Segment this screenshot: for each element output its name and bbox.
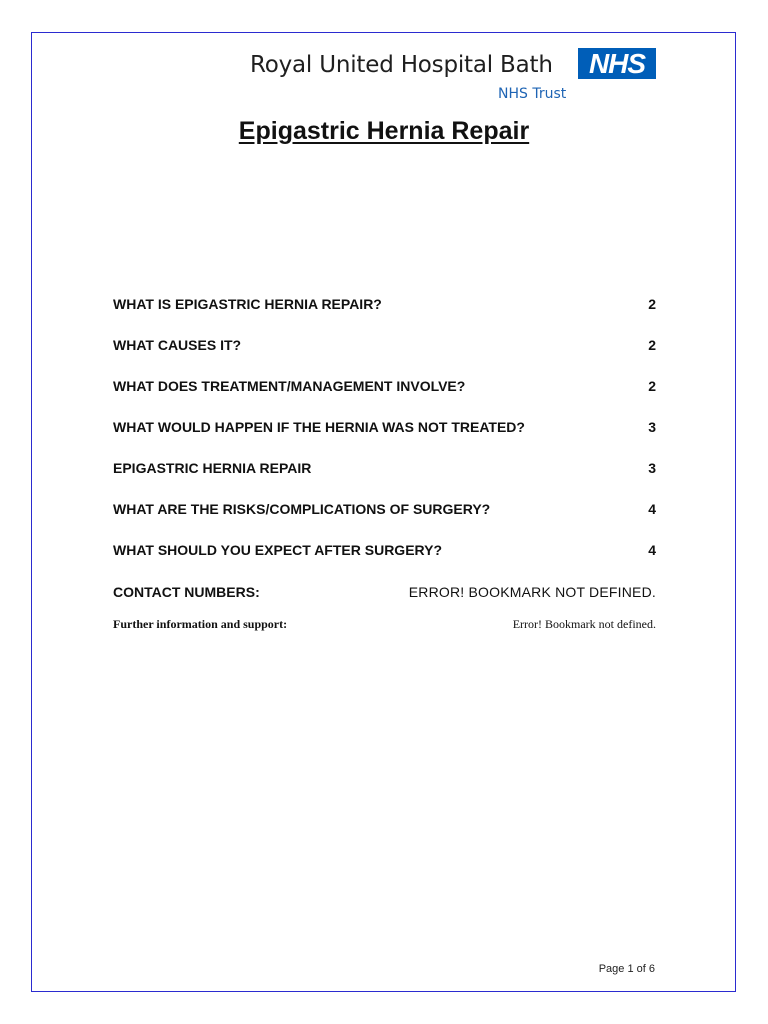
organization-name: Royal United Hospital Bath [250,52,553,78]
toc-entry[interactable] [113,419,656,435]
toc-entry-page: 2 [648,296,656,312]
toc-entry-label: WHAT WOULD HAPPEN IF THE HERNIA WAS NOT TREATED? [113,419,525,435]
toc-entry-label: WHAT IS EPIGASTRIC HERNIA REPAIR? [113,296,382,312]
toc-entry-page: 4 [648,542,656,558]
toc-entry[interactable] [113,542,656,558]
toc-entry[interactable] [113,460,656,476]
toc-entry[interactable] [113,337,656,353]
toc-entry-page: 2 [648,337,656,353]
toc-entry[interactable] [113,378,656,394]
nhs-logo [578,48,656,79]
toc-entry-label: WHAT ARE THE RISKS/COMPLICATIONS OF SURGERY? [113,501,491,517]
toc-entry-page: 4 [648,501,656,517]
toc-entry[interactable] [113,501,656,517]
toc-entry-page: 3 [648,460,656,476]
toc-entry-error-text: ERROR! BOOKMARK NOT DEFINED. [408,584,656,600]
toc-entry-error-text: Error! Bookmark not defined. [512,617,656,631]
toc-entry[interactable] [113,296,656,312]
toc-entry-page: 3 [648,419,656,435]
toc-entry-label: CONTACT NUMBERS: [113,584,260,600]
toc-entry-label: WHAT CAUSES IT? [113,337,242,353]
organization-subtitle: NHS Trust [498,86,567,102]
document-title: Epigastric Hernia Repair [238,117,530,145]
toc-entry-label: WHAT SHOULD YOU EXPECT AFTER SURGERY? [113,542,443,558]
toc-entry-contact-numbers[interactable] [113,584,656,600]
page-number-footer: Page 1 of 6 [598,963,655,975]
toc-entry-label: WHAT DOES TREATMENT/MANAGEMENT INVOLVE? [113,378,466,394]
toc-entry-page: 2 [648,378,656,394]
toc-entry-further-information[interactable] [113,617,656,632]
toc-entry-label: Further information and support: [113,617,288,631]
toc-entry-label: EPIGASTRIC HERNIA REPAIR [113,460,312,476]
nhs-logo-text: NHS [588,47,646,79]
